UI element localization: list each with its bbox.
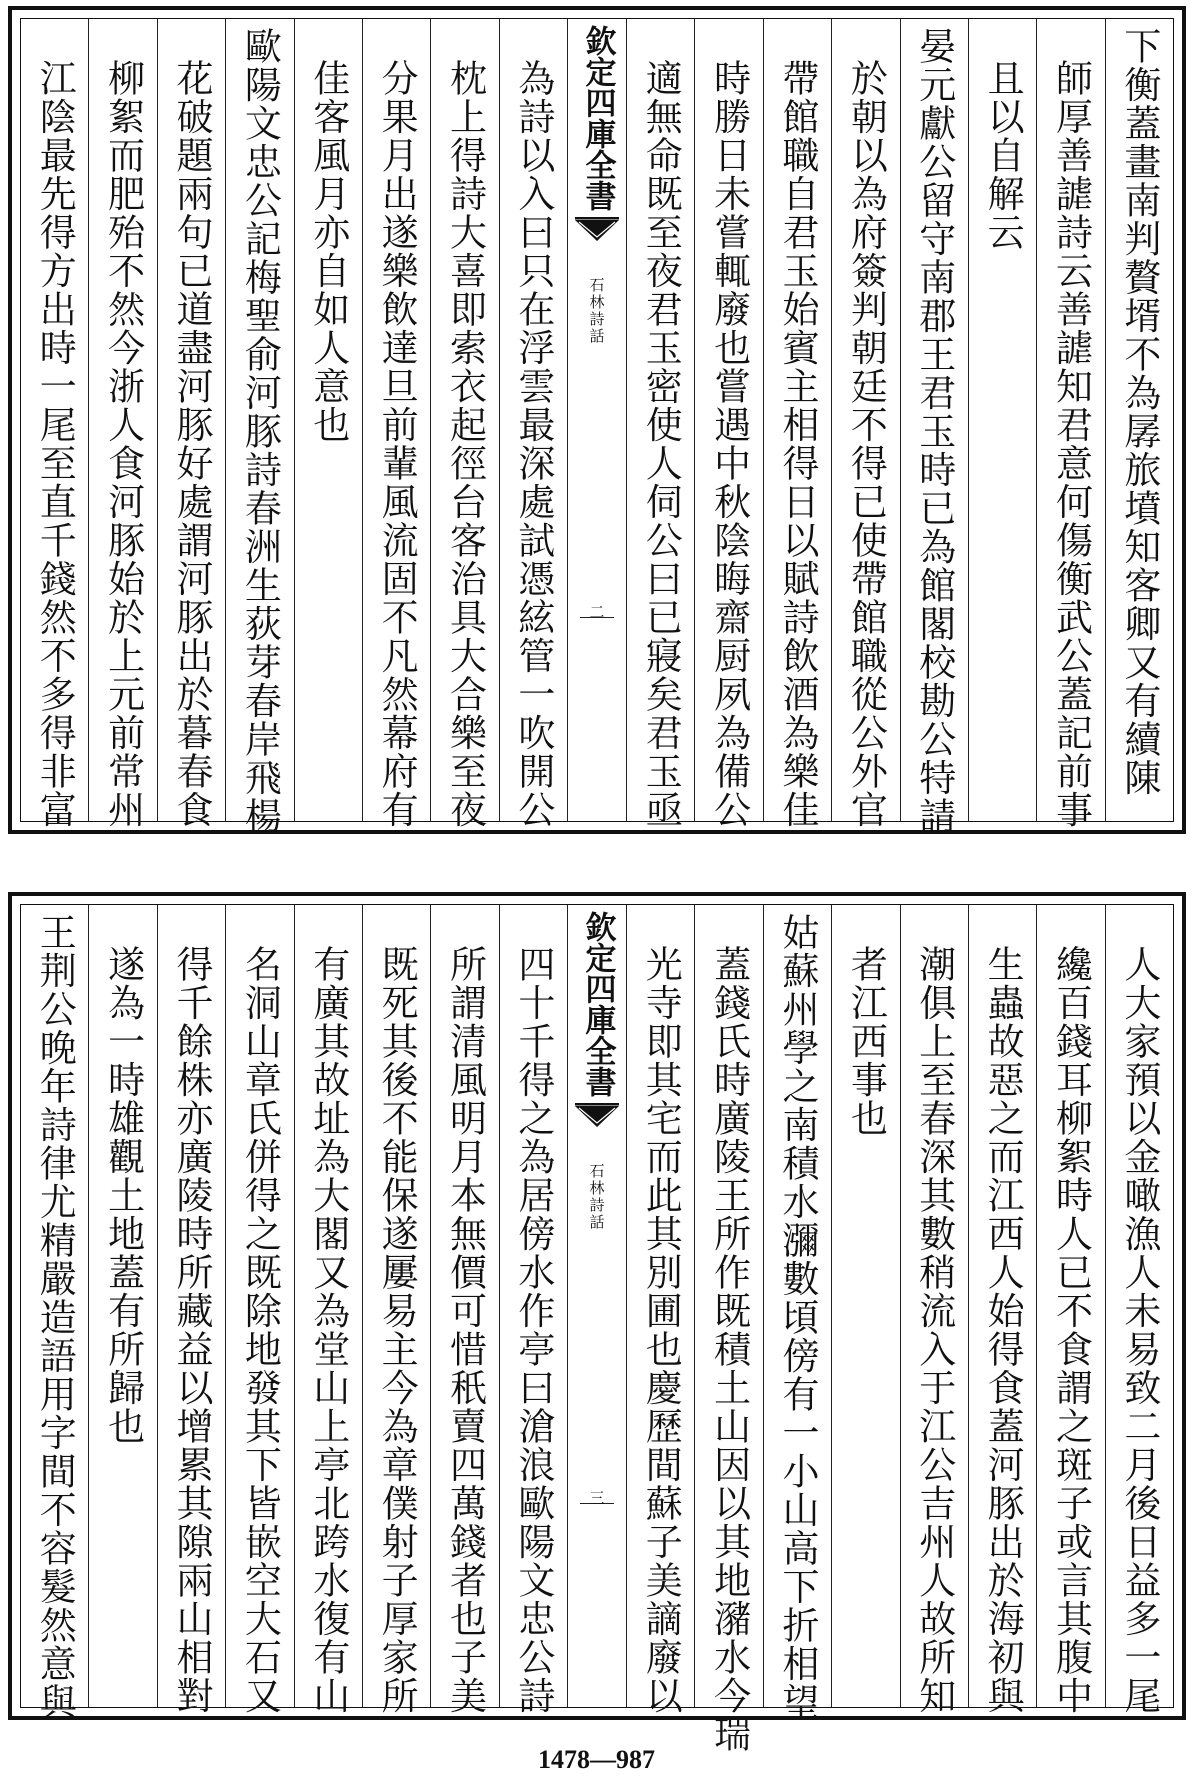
- text-column: 枕上得詩大喜即索衣起徑台客治具大合樂至夜: [430, 19, 498, 821]
- text-column: 時勝日未嘗輒廢也嘗遇中秋陰晦齋厨夙為備公: [694, 19, 762, 821]
- text-column: 於朝以為府簽判朝廷不得已使帶館職從公外官: [831, 19, 899, 821]
- text-column: 名洞山章氏併得之既除地發其下皆嵌空大石又: [225, 905, 293, 1707]
- text-column: 帶館職自君玉始賓主相得日以賦詩飲酒為樂佳: [763, 19, 831, 821]
- fishtail-mark-icon: [575, 1103, 619, 1129]
- text-column: 為詩以入曰只在浮雲最深處試憑絃管一吹開公: [499, 19, 567, 821]
- text-column: 蓋錢氏時廣陵王所作既積土山因以其地瀦水今瑞: [694, 905, 762, 1707]
- page-number: 二: [587, 604, 606, 619]
- text-column: 姑蘇州學之南積水瀰數頃傍有一小山高下折相望: [763, 905, 831, 1707]
- text-column: 纔百錢耳柳絮時人已不食謂之斑子或言其腹中: [1036, 905, 1104, 1707]
- bottom-page-frame: [20, 904, 1174, 1754]
- text-column: 晏元獻公留守南郡王君玉時已為館閣校勘公特請: [900, 19, 968, 821]
- text-column: 花破題兩句已道盡河豚好處謂河豚出於暮春食: [157, 19, 225, 821]
- text-column: 下衡蓋畫南判贅壻不為孱旅墳知客卿又有續陳: [1105, 19, 1173, 821]
- center-fold-column: [567, 905, 626, 1707]
- book-name: 石林詩話: [587, 1163, 606, 1231]
- text-column: 且以自解云: [968, 19, 1036, 821]
- text-column: 者江西事也: [831, 905, 899, 1707]
- text-column: 王荆公晚年詩律尤精嚴造語用字間不容髮然意與: [33, 913, 77, 1722]
- book-title: 欽定四庫全書: [579, 911, 616, 1097]
- center-fold-column: [567, 19, 626, 821]
- top-page: [8, 6, 1186, 834]
- page-number: 三: [587, 1490, 606, 1505]
- text-column: 四十千得之為居傍水作亭曰滄浪歐陽文忠公詩: [499, 905, 567, 1707]
- text-column: 適無命既至夜君玉密使人伺公曰已寢矣君玉亟: [626, 19, 694, 821]
- text-column: 得千餘株亦廣陵時所藏益以增累其隙兩山相對: [157, 905, 225, 1707]
- book-name: 石林詩話: [587, 277, 606, 345]
- text-column: 潮俱上至春深其數稍流入于江公吉州人故所知: [900, 905, 968, 1707]
- book-title: 欽定四庫全書: [579, 25, 616, 211]
- text-column: 既死其後不能保遂屢易主今為章僕射子厚家所: [362, 905, 430, 1707]
- catalog-number: 1478—987: [538, 1745, 655, 1774]
- text-column: 所謂清風明月本無價可惜秖賣四萬錢者也子美: [430, 905, 498, 1707]
- text-column: 江陰最先得方出時一尾至直千錢然不多得非富: [33, 59, 77, 829]
- text-column: 師厚善謔詩云善謔知君意何傷衡武公蓋記前事: [1036, 19, 1104, 821]
- text-column: 有廣其故址為大閣又為堂山上亭北跨水復有山: [294, 905, 362, 1707]
- bottom-page: [8, 892, 1186, 1754]
- text-column: 歐陽文忠公記梅聖俞河豚詩春洲生荻芽春岸飛楊: [225, 19, 293, 821]
- text-column: 光寺即其宅而此其別圃也慶歷間蘇子美謫廢以: [626, 905, 694, 1707]
- text-column: 柳絮而肥殆不然今浙人食河豚始於上元前常州: [88, 19, 156, 821]
- text-column: 人大家預以金噉漁人未易致二月後日益多一尾: [1105, 905, 1173, 1707]
- text-column: 分果月出遂樂飲達旦前輩風流固不凡然幕府有: [362, 19, 430, 821]
- text-column: 遂為一時雄觀土地蓋有所歸也: [88, 905, 156, 1707]
- top-page-frame: [20, 18, 1174, 836]
- fishtail-mark-icon: [575, 217, 619, 243]
- text-column: 生蟲故惡之而江西人始得食蓋河豚出於海初與: [968, 905, 1036, 1707]
- text-column: 佳客風月亦自如人意也: [294, 19, 362, 821]
